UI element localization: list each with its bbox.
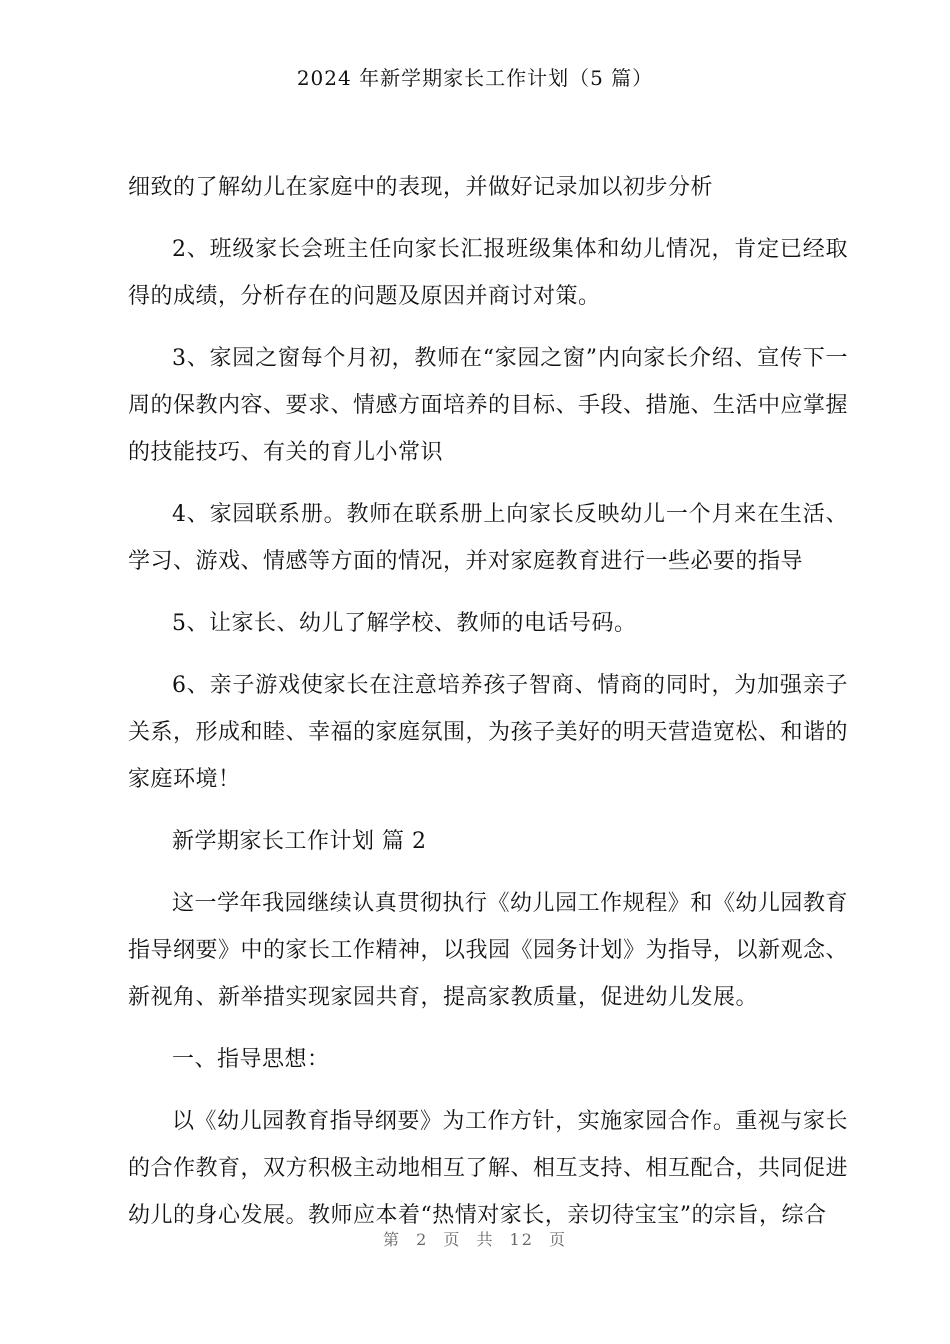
- paragraph-continuation: 细致的了解幼儿在家庭中的表现，并做好记录加以初步分析: [128, 175, 714, 200]
- document-body: [128, 164, 848, 1254]
- paragraph-item-4: 4、家园联系册。教师在联系册上向家长反映幼儿一个月来在生活、学习、游戏、情感等方面的情况，并对家庭教育进行一些必要的指导: [128, 502, 848, 574]
- paragraph-item-6: 6、亲子游戏使家长在注意培养孩子智商、情商的同时，为加强亲子关系，形成和睦、幸福的家庭氛围，为孩子美好的明天营造宽松、和谐的家庭环境！: [128, 673, 849, 792]
- paragraph-guiding-thought: 以《幼儿园教育指导纲要》为工作方针，实施家园合作。重视与家长的合作教育，双方积极主动地相互了解、相互支持、相互配合，共同促进幼儿的身心发展。教师应本着“热情对家长，亲切待宝宝”的宗旨，综合: [128, 1109, 849, 1228]
- section-heading-part-2: 新学期家长工作计划 篇 2: [172, 829, 427, 854]
- paragraph-item-3: 3、家园之窗每个月初，教师在“家园之窗”内向家长介绍、宣传下一周的保教内容、要求、情感方面培养的目标、手段、措施、生活中应掌握的技能技巧、有关的育儿小常识: [128, 346, 849, 465]
- paragraph-intro: 这一学年我园继续认真贯彻执行《幼儿园工作规程》和《幼儿园教育指导纲要》中的家长工作精神，以我园《园务计划》为指导，以新观念、新视角、新举措实现家园共育，提高家教质量，促进幼儿发展。: [128, 891, 849, 1010]
- section-heading-guiding-thought: 一、指导思想：: [172, 1047, 330, 1072]
- page-title: 2024 年新学期家长工作计划（5 篇）: [296, 66, 654, 90]
- paragraph-item-5: 5、让家长、幼儿了解学校、教师的电话号码。: [172, 611, 637, 636]
- paragraph-item-2: 2、班级家长会班主任向家长汇报班级集体和幼儿情况，肯定已经取得的成绩，分析存在的问题及原因并商讨对策。: [128, 237, 848, 309]
- page-number-footer: 第 2 页 共 12 页: [383, 1230, 567, 1249]
